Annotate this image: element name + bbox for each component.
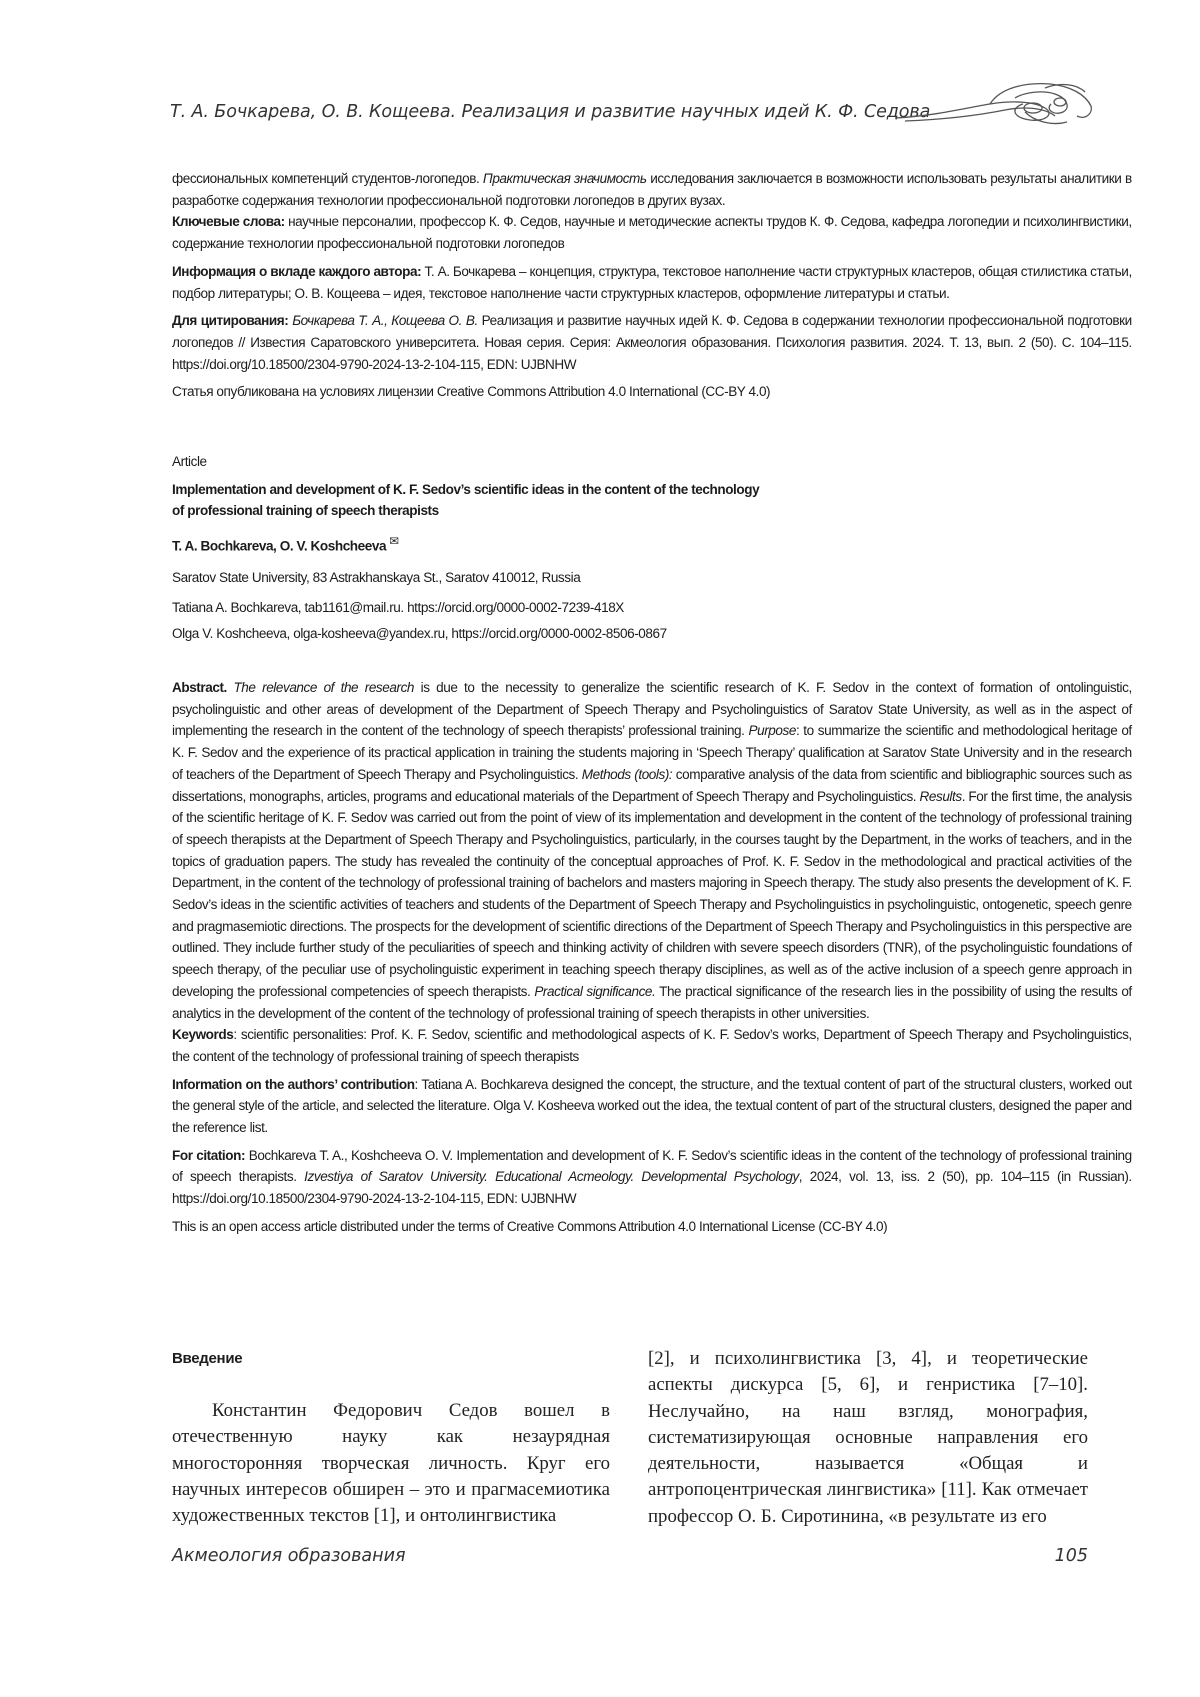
section-heading: Введение: [172, 1350, 242, 1367]
affiliation: Saratov State University, 83 Astrakhanskaya St., Saratov 410012, Russia: [172, 568, 1132, 590]
ru-citation-label: Для цитирования:: [172, 313, 288, 329]
author1-contact: Tatiana A. Bochkareva, tab1161@mail.ru. https://orcid.org/0000-0002-7239-418X: [172, 598, 1132, 620]
article-title: Implementation and development of K. F. Sedov’s scientific ideas in the content of the technology of professional training of speech therapists: [172, 480, 1132, 523]
en-keywords-label: Keywords: [172, 1027, 233, 1043]
ru-significance-label: Практическая значимость: [483, 171, 647, 187]
ru-contribution: Информация о вкладе каждого автора: Т. А. Бочкарева – концепция, структура, текстовое наполнение части структурных кластеров, общая стилистика статьи, подбор литературы; О. В. Кощеева – идея, текстовое наполнение части структурных кластеров, оформление литературы и статьи.: [172, 262, 1132, 305]
ru-abstract: [172, 169, 1132, 404]
ru-license: Статья опубликована на условиях лицензии Creative Commons Attribution 4.0 International (CC-BY 4.0): [172, 382, 1132, 404]
ru-citation: Для цитирования: Бочкарева Т. А., Кощеева О. В. Реализация и развитие научных идей К. Ф. Седова в содержании технологии профессиональной подготовки логопедов // Известия Саратовского университета. Новая серия. Серия: Акмеология образования. Психология развития. 2024. Т. 13, вып. 2 (50). С. 104–115. https://doi.org/10.18500/2304-9790-2024-13-2-104-115, EDN: UJBNHW: [172, 311, 1132, 376]
running-title: Т. А. Бочкарева, О. В. Кощеева. Реализация и развитие научных идей К. Ф. Седова: [170, 102, 930, 122]
decorative-ornament-icon: [895, 78, 1095, 136]
ru-abstract-paragraph: фессиональных компетенций студентов-логопедов. Практическая значимость исследования заключается в возможности использовать результаты аналитики в разработке содержания технологии профессиональной подготовки логопедов в других вузах.: [172, 169, 1132, 212]
body-column-1: Константин Федорович Седов вошел в отечественную науку как незаурядная многосторонняя творческая личность. Круг его научных интересов обширен – это и прагмасемиотика художественных текстов [1], и онтолингвистика: [172, 1398, 610, 1529]
en-contribution: Information on the authors’ contribution: Tatiana A. Bochkareva designed the concept, the structure, and the textual content of part of the structural clusters, worked out the general style of the article, and selected the literature. Olga V. Kosheeva worked out the idea, the textual content of part of the structural clusters, designed the paper and the reference list.: [172, 1075, 1132, 1140]
en-citation: For citation: Bochkareva T. A., Koshcheeva O. V. Implementation and development of K. F. Sedov’s scientific ideas in the content of the technology of professional training of speech therapists. Izvestiya of Saratov University. Educational Acmeology. Developmental Psychology, 2024, vol. 13, iss. 2 (50), pp. 104–115 (in Russian). https://doi.org/10.18500/2304-9790-2024-13-2-104-115, EDN: UJBNHW: [172, 1146, 1132, 1211]
body-column-2: [2], и психолингвистика [3, 4], и теоретические аспекты дискурса [5, 6], и генристика [7–10]. Неслучайно, на наш взгляд, монография, систематизирующая основные направления его деятельности, называется «Общая и антропоцентрическая лингвистика» [11]. Как отмечает профессор О. Б. Сиротинина, «в результате из его: [648, 1346, 1088, 1530]
en-abstract: [172, 678, 1132, 1239]
ru-keywords-label: Ключевые слова:: [172, 214, 285, 230]
en-keywords: Keywords: scientific personalities: Prof. K. F. Sedov, scientific and methodological aspects of K. F. Sedov’s works, Department of Speech Therapy and Psycholinguistics, the content of the technology of professional training of speech therapists: [172, 1025, 1132, 1068]
en-citation-label: For citation:: [172, 1148, 245, 1164]
footer-journal-section: Акмеология образования: [172, 1546, 406, 1566]
page-number: 105: [1055, 1546, 1088, 1566]
article-heading: [172, 452, 1132, 646]
ru-contribution-label: Информация о вкладе каждого автора:: [172, 264, 421, 280]
article-authors: T. A. Bochkareva, O. V. Koshcheeva ✉: [172, 531, 1132, 558]
abstract-label: Abstract.: [172, 680, 227, 696]
article-type: Article: [172, 452, 1132, 474]
en-contribution-label: Information on the authors’ contribution: [172, 1077, 415, 1093]
en-license: This is an open access article distributed under the terms of Creative Commons Attribution 4.0 International License (CC-BY 4.0): [172, 1217, 1132, 1239]
en-abstract-paragraph: Abstract. The relevance of the research is due to the necessity to generalize the scientific research of K. F. Sedov in the context of formation of ontolinguistic, psycholinguistic and other areas of development of the Department of Speech Therapy and Psycholinguistics of Saratov State University, as well as in the aspect of implementing the research in the content of the technology of speech therapists’ professional training. Purpose: to summarize the scientific and methodological heritage of K. F. Sedov and the experience of its practical application in training the students majoring in ‘Speech Therapy’ qualification at Saratov State University and in the research of teachers of the Department of Speech Therapy and Psycholinguistics. Methods (tools): comparative analysis of the data from scientific and bibliographic sources such as dissertations, monographs, articles, programs and educational materials of the Department of Speech Therapy and Psycholinguistics. Results. For the first time, the analysis of the scientific heritage of K. F. Sedov was carried out from the point of view of its implementation and development in the content of the technology of professional training of speech therapists at the Department of Speech Therapy and Psycholinguistics, particularly, in the courses taught by the Department, in the works of teachers, and in the topics of graduation papers. The study has revealed the continuity of the conceptual approaches of Prof. K. F. Sedov in the methodological and practical activities of the Department, in the content of the technology of professional training of bachelors and masters majoring in Speech therapy. The study also presents the development of K. F. Sedov’s ideas in the scientific activities of teachers and students of the Department of Speech Therapy and Psycholinguistics in psycholinguistic, ontogenetic, speech genre and pragmasemiotic directions. The prospects for the development of scientific directions of the Department of Speech Therapy and Psycholinguistics in this perspective are outlined. They include further study of the peculiarities of speech and thinking activity of children with severe speech disorders (TNR), of the psycholinguistic foundations of speech therapy, of the peculiar use of psycholinguistic experiment in teaching speech therapy disciplines, as well as of the active inclusion of a speech genre approach in developing the professional competencies of speech therapists. Practical significance. The practical significance of the research lies in the possibility of using the results of analytics in the development of the content of the technology of professional training of speech therapists in other universities.: [172, 678, 1132, 1025]
author2-contact: Olga V. Koshcheeva, olga-kosheeva@yandex.ru, https://orcid.org/0000-0002-8506-0867: [172, 624, 1132, 646]
mail-icon: ✉: [389, 534, 398, 548]
ru-keywords: Ключевые слова: научные персоналии, профессор К. Ф. Седов, научные и методические аспекты трудов К. Ф. Седова, кафедра логопедии и психолингвистики, содержание технологии профессиональной подготовки логопедов: [172, 212, 1132, 255]
